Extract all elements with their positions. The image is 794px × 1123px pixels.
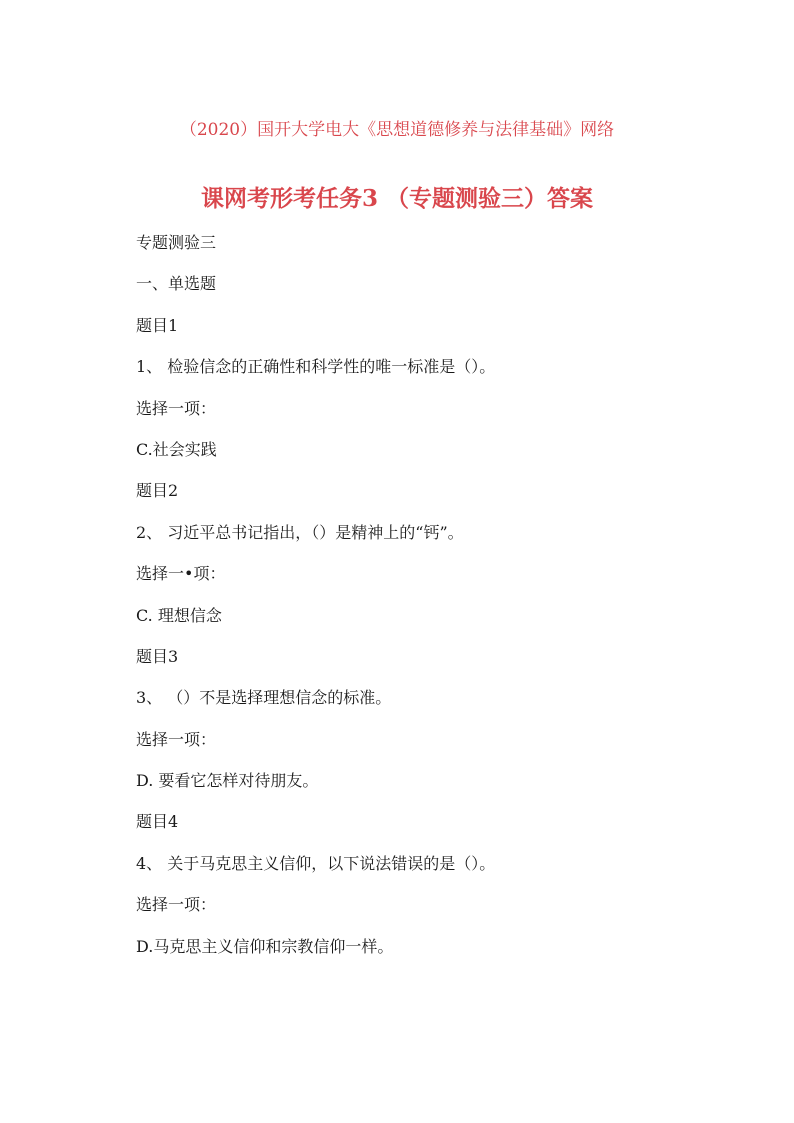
question-label: 题目1 bbox=[136, 315, 179, 335]
question-label: 题目4 bbox=[136, 812, 179, 832]
choice-prompt: 选择一项： bbox=[136, 729, 217, 749]
answer-text: D. 要看它怎样对待朋友。 bbox=[136, 771, 319, 791]
question-label: 题目2 bbox=[136, 481, 179, 501]
question-text: 3、 （）不是选择理想信念的标准。 bbox=[136, 688, 392, 708]
choice-prompt: 选择一项： bbox=[136, 398, 217, 418]
question-text: 1、 检验信念的正确性和科学性的唯一标准是（）。 bbox=[136, 357, 496, 377]
document-body bbox=[136, 233, 736, 978]
document-title: 课网考形考任务3 （专题测验三）答案 bbox=[200, 185, 593, 212]
answer-text: C.社会实践 bbox=[136, 439, 217, 459]
question-label: 题目3 bbox=[136, 646, 179, 666]
question-text: 2、 习近平总书记指出，（）是精神上的“钙”。 bbox=[136, 522, 464, 542]
choice-prompt: 选择一•项： bbox=[136, 564, 226, 584]
part-heading: 一、单选题 bbox=[136, 274, 217, 294]
choice-prompt: 选择一项： bbox=[136, 895, 217, 915]
section-heading: 专题测验三 bbox=[136, 233, 217, 252]
question-text: 4、 关于马克思主义信仰，以下说法错误的是（）。 bbox=[136, 853, 496, 873]
document-subtitle: （2020）国开大学电大《思想道德修养与法律基础》网络 bbox=[179, 120, 615, 140]
answer-text: D.马克思主义信仰和宗教信仰一样。 bbox=[136, 936, 394, 956]
answer-text: C. 理想信念 bbox=[136, 605, 222, 625]
